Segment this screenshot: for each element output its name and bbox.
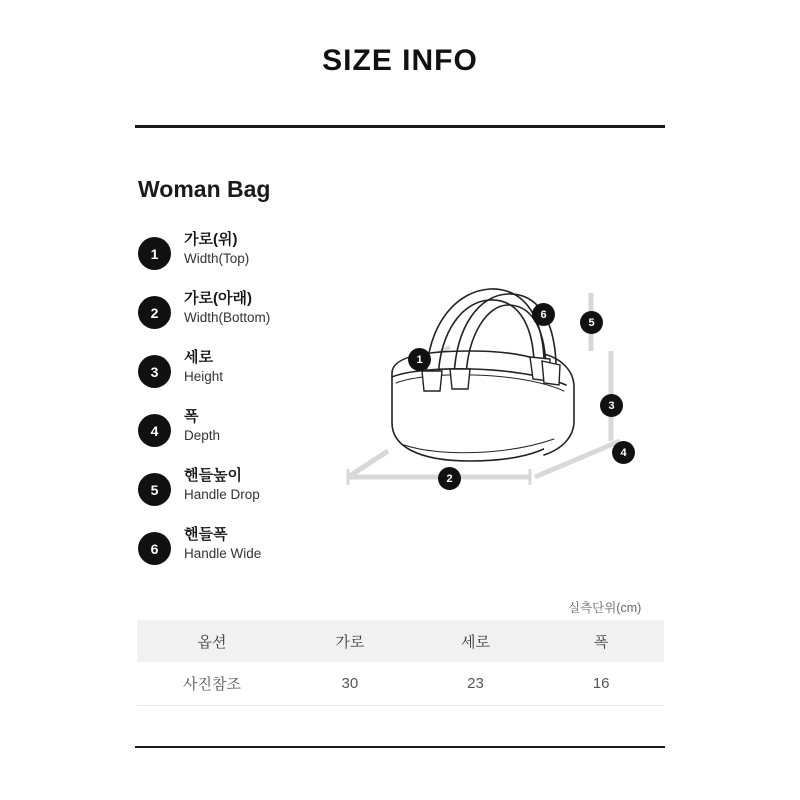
bag-illustration-svg xyxy=(330,255,660,525)
table-header-option: 옵션 xyxy=(137,620,287,662)
legend-badge-5: 5 xyxy=(138,473,171,506)
legend-text-5 xyxy=(184,466,260,504)
legend-label-ko-5: 핸들높이 xyxy=(184,467,242,484)
diagram-marker-1: 1 xyxy=(408,348,431,371)
legend-text-4 xyxy=(184,407,220,445)
diagram-marker-5: 5 xyxy=(580,311,603,334)
unit-note: 실측단위(cm) xyxy=(568,601,642,615)
legend-text-1 xyxy=(184,230,249,268)
bag-diagram xyxy=(330,255,660,525)
legend-label-ko-4: 폭 xyxy=(184,408,199,425)
legend-label-en-3: Height xyxy=(184,369,224,384)
legend-label-ko-1: 가로(위) xyxy=(184,231,238,248)
legend-text-6 xyxy=(184,525,261,563)
table-cell-height: 23 xyxy=(413,662,539,706)
legend-item-handle-wide xyxy=(138,523,368,582)
page-title: SIZE INFO xyxy=(322,44,478,77)
legend-badge-6: 6 xyxy=(138,532,171,565)
table-header-width: 가로 xyxy=(287,620,413,662)
table-header-height: 세로 xyxy=(413,620,539,662)
legend-badge-2: 2 xyxy=(138,296,171,329)
diagram-marker-2: 2 xyxy=(438,467,461,490)
legend-badge-4: 4 xyxy=(138,414,171,447)
divider-bottom xyxy=(135,746,665,748)
table-header-row xyxy=(137,620,664,662)
size-table xyxy=(137,620,664,706)
section-subtitle: Woman Bag xyxy=(138,176,271,202)
diagram-marker-3: 3 xyxy=(600,394,623,417)
table-cell-width: 30 xyxy=(287,662,413,706)
divider-top xyxy=(135,125,665,128)
diagram-marker-6: 6 xyxy=(532,303,555,326)
table-cell-depth: 16 xyxy=(538,662,664,706)
table-cell-option: 사진참조 xyxy=(137,662,287,706)
table-header-depth: 폭 xyxy=(538,620,664,662)
diagram-marker-4: 4 xyxy=(612,441,635,464)
legend-badge-1: 1 xyxy=(138,237,171,270)
table-row xyxy=(137,662,664,706)
legend-label-ko-6: 핸들폭 xyxy=(184,526,228,543)
legend-text-2 xyxy=(184,289,270,327)
legend-label-ko-3: 세로 xyxy=(184,349,213,366)
legend-badge-3: 3 xyxy=(138,355,171,388)
legend-label-ko-2: 가로(아래) xyxy=(184,290,252,307)
legend-label-en-2: Width(Bottom) xyxy=(184,310,271,325)
legend-label-en-5: Handle Drop xyxy=(184,487,260,502)
legend-label-en-4: Depth xyxy=(184,428,221,443)
legend-label-en-6: Handle Wide xyxy=(184,546,262,561)
legend-text-3 xyxy=(184,348,223,386)
legend-label-en-1: Width(Top) xyxy=(184,251,250,266)
